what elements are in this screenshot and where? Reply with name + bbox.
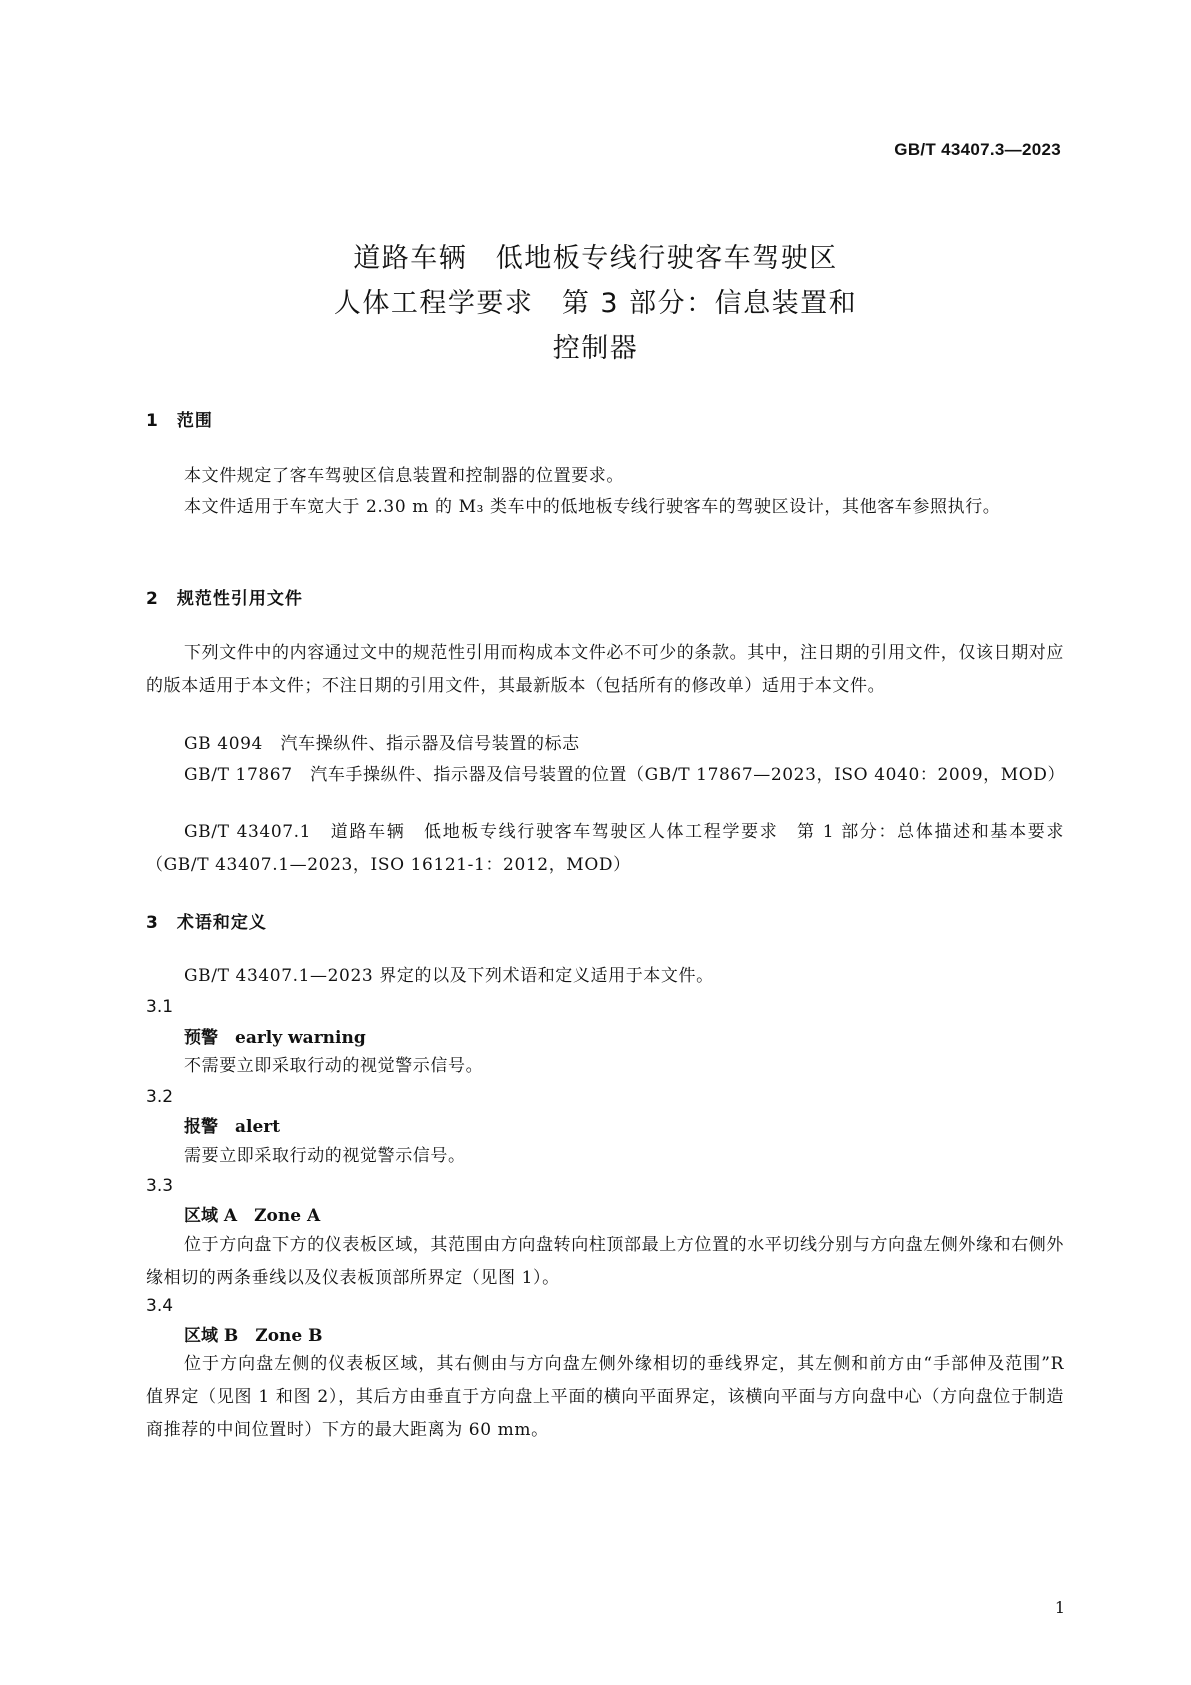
reference-gbt-17867: GB/T 17867 汽车手操纵件、指示器及信号装置的位置（GB/T 17867—2023，ISO 4040：2009，MOD） [184, 765, 1066, 785]
term-title: 报警 alert [184, 1117, 281, 1137]
clause-number: 3.2 [146, 1087, 174, 1107]
standard-code: GB/T 43407.3—2023 [894, 140, 1061, 159]
section-2-intro: 下列文件中的内容通过文中的规范性引用而构成本文件必不可少的条款。其中，注日期的引用文件，仅该日期对应的版本适用于本文件；不注日期的引用文件，其最新版本（包括所有的修改单）适用于本文件。 [146, 643, 1064, 696]
term-definition: 位于方向盘下方的仪表板区域，其范围由方向盘转向柱顶部最上方位置的水平切线分别与方向盘左侧外缘和右侧外缘相切的两条垂线以及仪表板顶部所界定（见图 1）。 [146, 1235, 1064, 1288]
term-definition: 需要立即采取行动的视觉警示信号。 [184, 1146, 466, 1166]
section-3-intro: GB/T 43407.1—2023 界定的以及下列术语和定义适用于本文件。 [184, 966, 714, 986]
clause-number: 3.1 [146, 997, 174, 1017]
reference-gb-4094: GB 4094 汽车操纵件、指示器及信号装置的标志 [184, 734, 580, 754]
title-line-3: 控制器 [552, 333, 639, 364]
section-2-heading: 2 规范性引用文件 [146, 589, 303, 609]
page-number: 1 [1054, 1598, 1065, 1617]
term-definition: 位于方向盘左侧的仪表板区域，其右侧由与方向盘左侧外缘相切的垂线界定，其左侧和前方由“手部伸及范围”R 值界定（见图 1 和图 2），其后方由垂直于方向盘上平面的横向平面界定，该横向平面与方向盘中心（方向盘位于制造商推荐的中间位置时）下方的最大距离为 60 mm。 [146, 1354, 1064, 1440]
title-line-1: 道路车辆 低地板专线行驶客车驾驶区 [353, 243, 838, 274]
term-title: 区域 A Zone A [184, 1206, 321, 1226]
term-title: 预警 early warning [184, 1028, 366, 1048]
term-definition: 不需要立即采取行动的视觉警示信号。 [184, 1056, 484, 1076]
reference-gbt-43407-1: GB/T 43407.1 道路车辆 低地板专线行驶客车驾驶区人体工程学要求 第 1 部分：总体描述和基本要求（GB/T 43407.1—2023，ISO 16121-1：2012，MOD） [146, 822, 1064, 875]
section-3-heading: 3 术语和定义 [146, 913, 267, 933]
section-1-heading: 1 范围 [146, 411, 213, 431]
clause-number: 3.4 [146, 1296, 174, 1316]
document-title [0, 236, 1191, 371]
clause-number: 3.3 [146, 1176, 174, 1196]
term-title: 区域 B Zone B [184, 1326, 323, 1346]
section-1-paragraph-1: 本文件规定了客车驾驶区信息装置和控制器的位置要求。 [184, 466, 624, 486]
title-line-2: 人体工程学要求 第 3 部分：信息装置和 [333, 288, 858, 319]
section-1-paragraph-2: 本文件适用于车宽大于 2.30 m 的 M₃ 类车中的低地板专线行驶客车的驾驶区设计，其他客车参照执行。 [184, 497, 1001, 517]
